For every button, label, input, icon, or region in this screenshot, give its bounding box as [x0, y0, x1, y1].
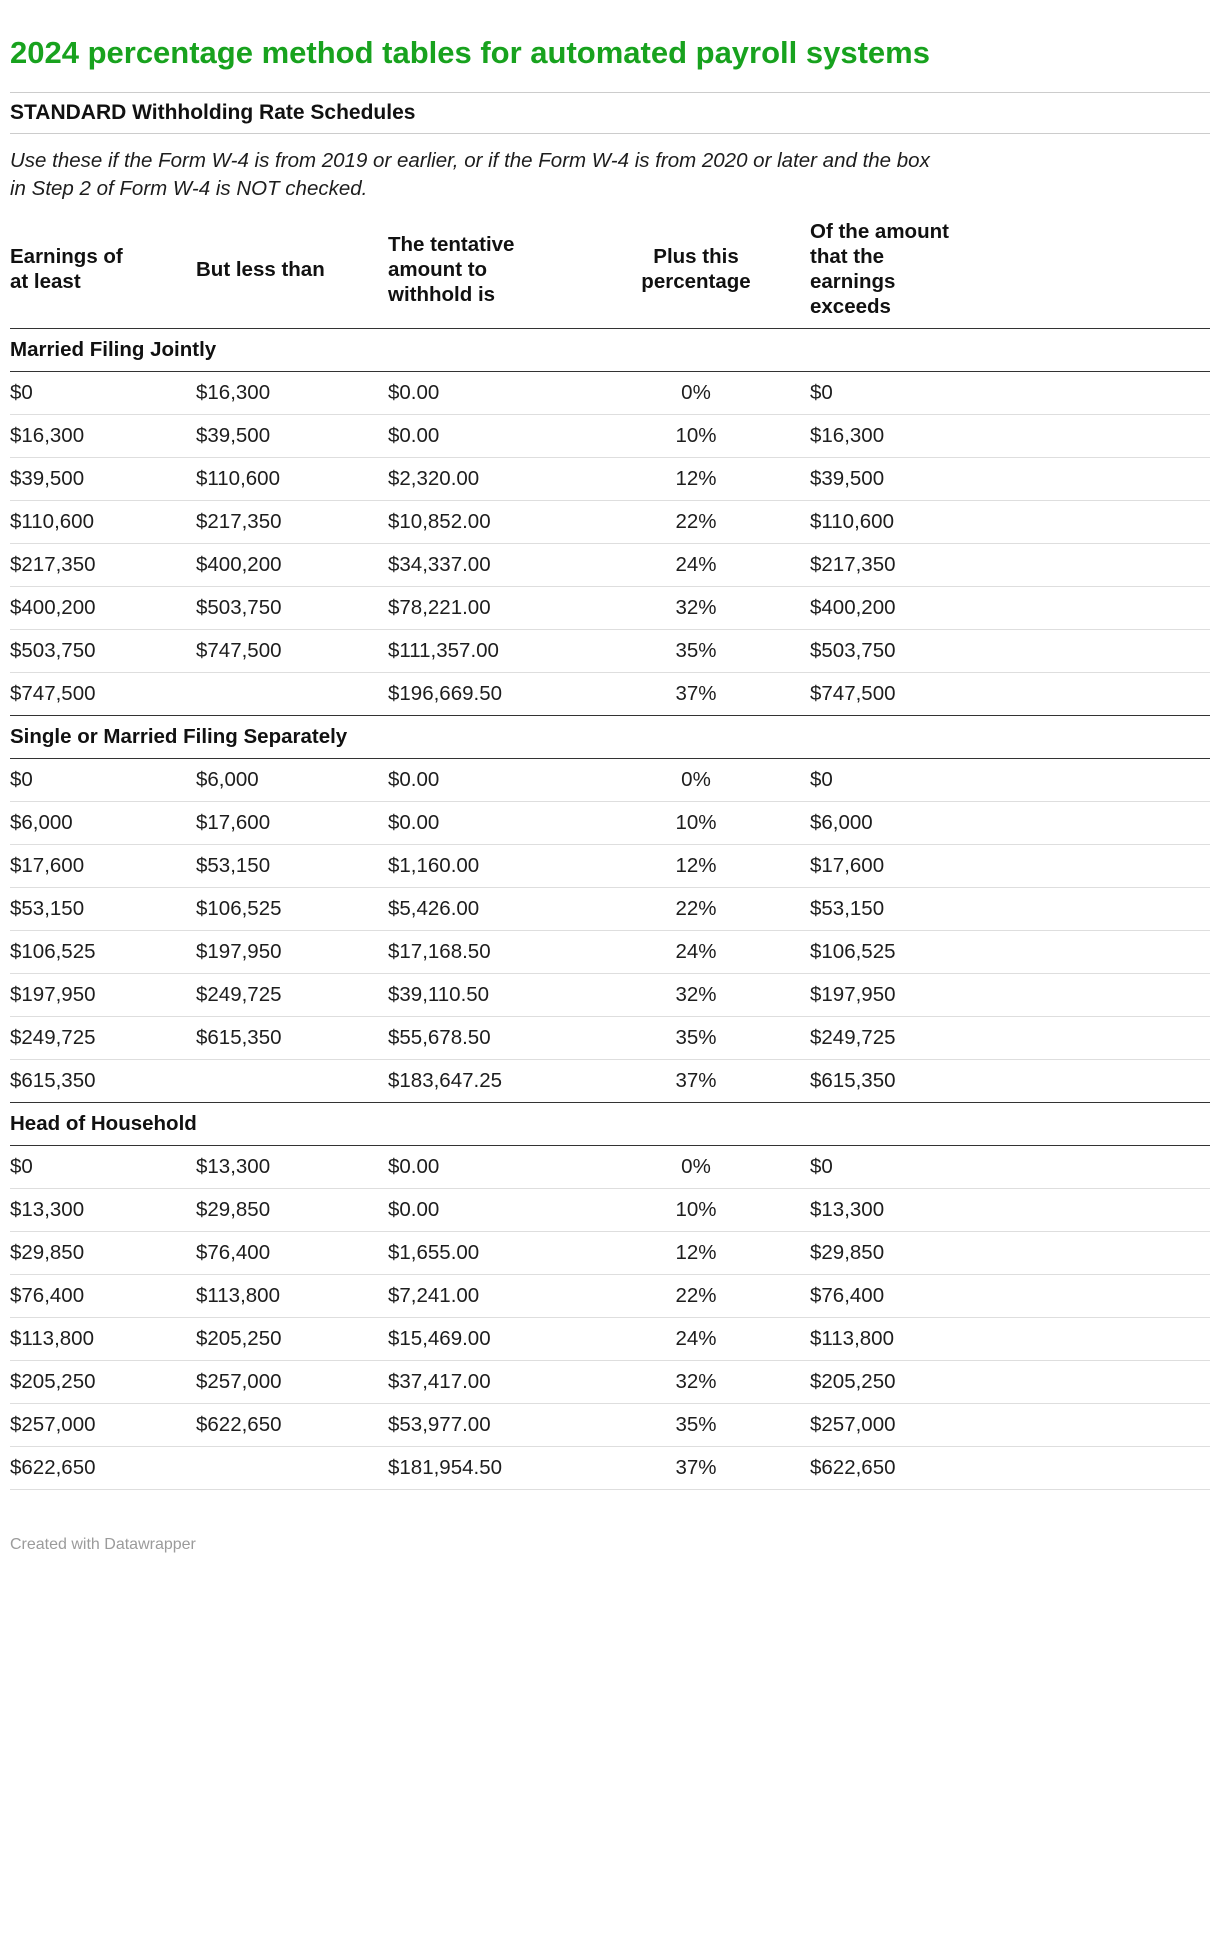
column-header-tentative-amount: The tentative amount to withhold is	[388, 211, 610, 329]
table-cell: $5,426.00	[388, 888, 610, 931]
footer	[10, 1536, 1210, 1578]
table-cell: $249,725	[790, 1017, 1210, 1060]
table-cell: 37%	[610, 1447, 790, 1490]
table-cell: 22%	[610, 501, 790, 544]
table-cell: $183,647.25	[388, 1069, 503, 1092]
table-cell: $29,850	[196, 1189, 388, 1232]
table-cell: 10%	[610, 802, 790, 845]
table-cell: $0.00	[388, 415, 610, 458]
table-row	[10, 587, 1210, 630]
section-label: Head of Household	[10, 1102, 1210, 1146]
table-row	[10, 802, 1210, 845]
table-cell: $39,500	[790, 458, 1210, 501]
chart-title: 2024 percentage method tables for automated payroll systems	[10, 35, 930, 70]
table-cell: $0	[10, 1146, 196, 1189]
table-cell: $1,160.00	[388, 845, 610, 888]
table-row	[10, 1361, 1210, 1404]
table-cell: $400,200	[790, 587, 1210, 630]
table-cell: $13,300	[790, 1189, 1210, 1232]
table-cell: $16,300	[196, 372, 388, 415]
table-cell: $55,678.50	[388, 1017, 610, 1060]
table-cell: $76,400	[196, 1232, 388, 1275]
table-cell	[196, 1447, 388, 1490]
table-cell: $0.00	[388, 1146, 610, 1189]
section-header-row	[10, 715, 1210, 759]
table-cell: $217,350	[790, 544, 1210, 587]
section-header-row	[10, 329, 1210, 372]
table-cell: 12%	[610, 1232, 790, 1275]
table-cell: $181,954.50	[388, 1447, 610, 1490]
table-cell: $110,600	[196, 458, 388, 501]
table-cell: $400,200	[10, 587, 196, 630]
table-cell: $113,800	[790, 1318, 1210, 1361]
table-cell: 10%	[610, 1189, 790, 1232]
column-header-but-less-than: But less than	[196, 211, 388, 329]
table-row	[10, 931, 1210, 974]
table-cell: 0%	[610, 1146, 790, 1189]
table-cell: 22%	[610, 1275, 790, 1318]
table-cell: $0.00	[388, 759, 610, 802]
table-cell: $205,250	[196, 1318, 388, 1361]
table-cell: $249,725	[196, 974, 388, 1017]
table-cell: $53,977.00	[388, 1404, 610, 1447]
table-cell: $7,241.00	[388, 1275, 610, 1318]
table-cell: $78,221.00	[388, 587, 610, 630]
table-cell: $106,525	[790, 931, 1210, 974]
withholding-table	[10, 211, 1210, 1490]
table-cell: $257,000	[10, 1404, 196, 1447]
table-cell: 24%	[610, 1318, 790, 1361]
chart-subtitle: STANDARD Withholding Rate Schedules	[10, 101, 416, 124]
table-cell: $111,357.00	[388, 630, 610, 673]
table-cell: $615,350	[196, 1017, 388, 1060]
table-cell: $110,600	[790, 501, 1210, 544]
table-row	[10, 1318, 1210, 1361]
table-cell: $205,250	[790, 1361, 1210, 1404]
section-header-row	[10, 1102, 1210, 1146]
table-cell: $503,750	[790, 630, 1210, 673]
table-cell: $76,400	[10, 1275, 196, 1318]
table-cell: $197,950	[10, 974, 196, 1017]
table-body	[10, 329, 1210, 1490]
table-cell: $6,000	[10, 802, 196, 845]
table-cell: 35%	[610, 1404, 790, 1447]
table-cell: $257,000	[196, 1361, 388, 1404]
table-cell: $217,350	[196, 501, 388, 544]
table-row	[10, 1404, 1210, 1447]
table-cell: $29,850	[790, 1232, 1210, 1275]
table-row	[10, 759, 1210, 802]
table-cell: $1,655.00	[388, 1232, 610, 1275]
table-cell: $106,525	[10, 931, 196, 974]
column-header-earnings-of-at-least: Earnings of at least	[10, 211, 196, 329]
table-cell: 10%	[610, 415, 790, 458]
table-cell: $0.00	[388, 372, 610, 415]
table-cell: $622,650	[10, 1447, 196, 1490]
table-cell: $76,400	[790, 1275, 1210, 1318]
table-row	[10, 1017, 1210, 1060]
table-row	[10, 974, 1210, 1017]
subtitle-bar	[10, 92, 1210, 134]
table-cell: $17,600	[10, 845, 196, 888]
table-cell: $39,500	[10, 458, 196, 501]
table-cell: $205,250	[10, 1361, 196, 1404]
table-row	[10, 630, 1210, 673]
table-cell: $13,300	[196, 1146, 388, 1189]
chart-description: Use these if the Form W-4 is from 2019 or earlier, or if the Form W-4 is from 2020 or later and the box in Step 2 of Form W-4 is NOT checked.	[10, 149, 930, 200]
table-cell: $110,600	[10, 501, 196, 544]
section-label: Single or Married Filing Separately	[10, 715, 1210, 759]
table-row	[10, 415, 1210, 458]
table-row	[10, 501, 1210, 544]
table-row	[10, 458, 1210, 501]
column-header-amount-exceeds: Of the amount that the earnings exceeds	[790, 211, 1210, 329]
table-cell: $29,850	[10, 1232, 196, 1275]
table-cell: 12%	[610, 458, 790, 501]
table-cell: $257,000	[790, 1404, 1210, 1447]
table-cell: $197,950	[196, 931, 388, 974]
table-cell	[196, 673, 388, 715]
table-cell: $13,300	[10, 1189, 196, 1232]
table-cell: 37%	[675, 1069, 717, 1092]
table-cell: $2,320.00	[388, 458, 610, 501]
table-cell: $16,300	[10, 415, 196, 458]
table-cell: $615,350	[10, 1069, 96, 1092]
table-cell: $0	[790, 759, 1210, 802]
table-cell: 35%	[610, 630, 790, 673]
table-row	[10, 673, 1210, 715]
table-cell: $0.00	[388, 802, 610, 845]
table-cell: $53,150	[196, 845, 388, 888]
table-cell: $249,725	[10, 1017, 196, 1060]
table-cell: $0	[790, 372, 1210, 415]
table-cell: $39,110.50	[388, 974, 610, 1017]
table-cell: $0	[10, 759, 196, 802]
table-cell: $10,852.00	[388, 501, 610, 544]
table-cell: $17,600	[790, 845, 1210, 888]
table-cell: $622,650	[790, 1447, 1210, 1490]
table-cell: 32%	[610, 587, 790, 630]
table-row	[10, 1232, 1210, 1275]
table-cell: $17,600	[196, 802, 388, 845]
table-cell: $747,500	[196, 630, 388, 673]
table-cell: 32%	[610, 974, 790, 1017]
table-cell: $53,150	[790, 888, 1210, 931]
table-cell: $16,300	[790, 415, 1210, 458]
table-cell: 12%	[610, 845, 790, 888]
table-cell: 35%	[610, 1017, 790, 1060]
table-cell: $39,500	[196, 415, 388, 458]
table-cell: 24%	[610, 544, 790, 587]
table-cell: 0%	[610, 372, 790, 415]
table-cell: $196,669.50	[388, 682, 503, 705]
table-cell: $0.00	[388, 1189, 610, 1232]
table-row	[10, 372, 1210, 415]
table-row	[10, 888, 1210, 931]
table-row	[10, 1146, 1210, 1189]
table-cell: $615,350	[810, 1069, 896, 1092]
table-cell: $503,750	[196, 587, 388, 630]
table-cell: $0	[790, 1146, 1210, 1189]
column-header-row	[10, 211, 1210, 329]
table-cell: $747,500	[810, 682, 896, 705]
table-cell: 24%	[610, 931, 790, 974]
table-cell: 22%	[610, 888, 790, 931]
table-row	[10, 1060, 1210, 1102]
table-cell: 0%	[610, 759, 790, 802]
table-cell: $6,000	[790, 802, 1210, 845]
table-row	[10, 1447, 1210, 1490]
table-cell: $6,000	[196, 759, 388, 802]
table-cell: $17,168.50	[388, 931, 610, 974]
table-cell: $15,469.00	[388, 1318, 610, 1361]
table-cell: $113,800	[196, 1275, 388, 1318]
table-cell: $400,200	[196, 544, 388, 587]
table-cell: $197,950	[790, 974, 1210, 1017]
table-cell: $113,800	[10, 1318, 196, 1361]
table-row	[10, 845, 1210, 888]
table-cell: $747,500	[10, 682, 96, 705]
table-cell: 32%	[610, 1361, 790, 1404]
table-row	[10, 1275, 1210, 1318]
section-label: Married Filing Jointly	[10, 329, 1210, 372]
datawrapper-credit-link[interactable]: Created with Datawrapper	[10, 1536, 196, 1553]
table-cell: $37,417.00	[388, 1361, 610, 1404]
table-cell: $503,750	[10, 630, 196, 673]
table-cell: $34,337.00	[388, 544, 610, 587]
table-cell: $622,650	[196, 1404, 388, 1447]
table-cell	[196, 1060, 388, 1102]
table-row	[10, 1189, 1210, 1232]
column-header-plus-percentage: Plus this percentage	[610, 211, 790, 329]
table-row	[10, 544, 1210, 587]
table-cell: $106,525	[196, 888, 388, 931]
table-cell: $53,150	[10, 888, 196, 931]
table-cell: 37%	[675, 682, 717, 705]
table-cell: $0	[10, 372, 196, 415]
table-cell: $217,350	[10, 544, 196, 587]
